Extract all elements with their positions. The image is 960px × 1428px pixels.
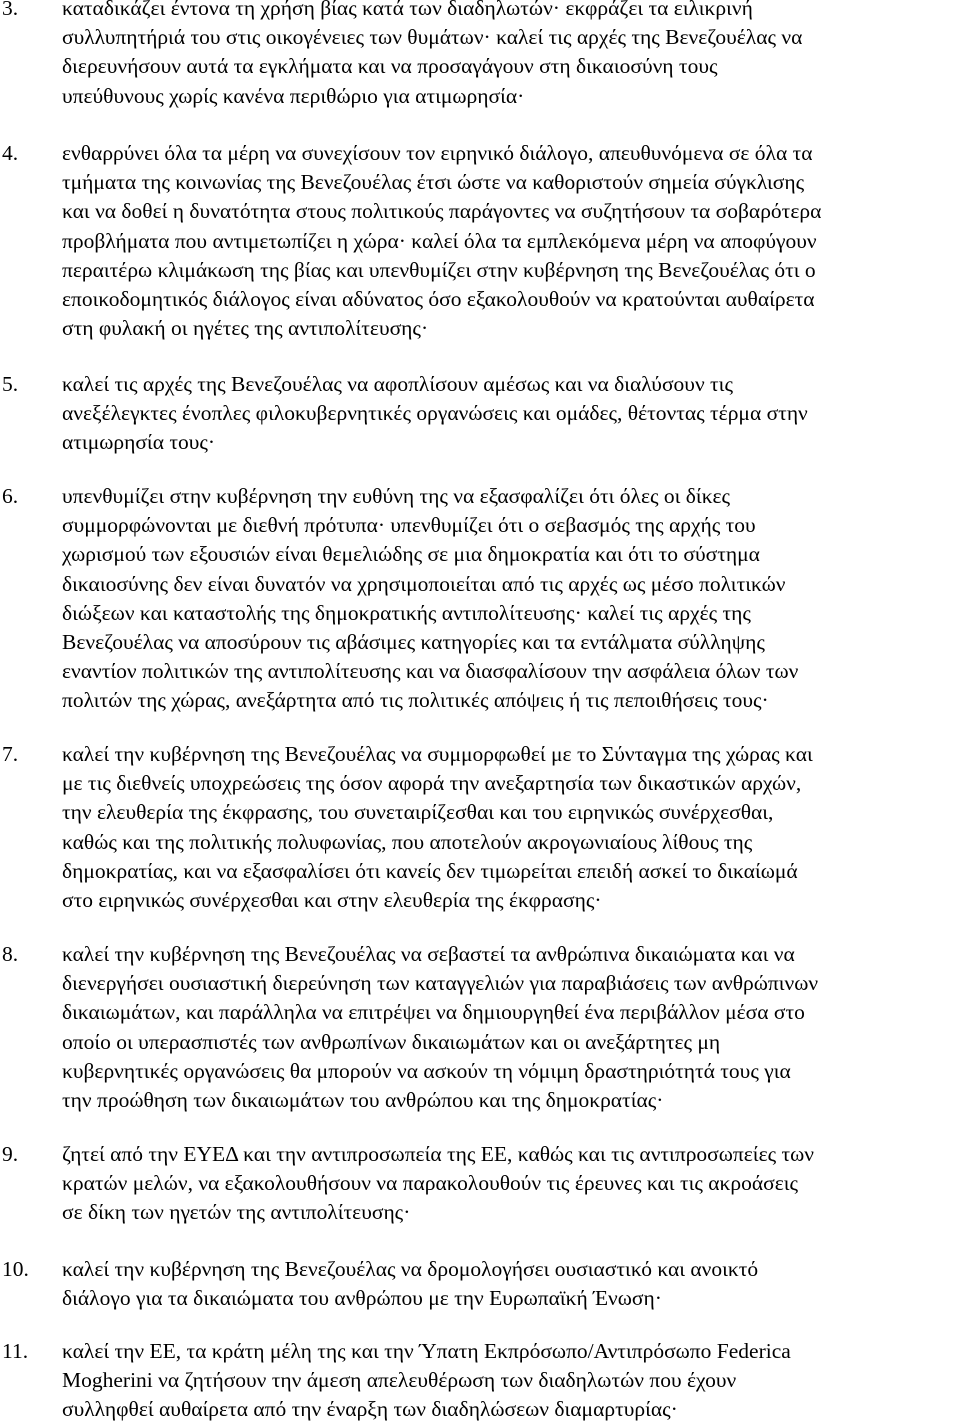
item-text — [62, 139, 958, 343]
item-text — [62, 482, 958, 716]
text-line: ζητεί από την ΕΥΕΔ και την αντιπροσωπεία της ΕΕ, καθώς και τις αντιπροσωπείες των — [62, 1142, 815, 1166]
item-text — [62, 940, 958, 1115]
text-line: την προώθηση των δικαιωμάτων του ανθρώπου και της δημοκρατίας· — [62, 1087, 664, 1112]
text-line: καλεί την κυβέρνηση της Βενεζουέλας να συμμορφωθεί με το Σύνταγμα της χώρας και — [62, 742, 813, 766]
text-line: την ελευθερία της έκφρασης, του συνεταιρίζεσθαι και του ειρηνικώς συνέρχεσθαι, — [62, 800, 774, 825]
item-number: 5. — [2, 372, 19, 396]
text-line: στο ειρηνικώς συνέρχεσθαι και στην ελευθερία της έκφρασης· — [62, 887, 602, 912]
text-line: καθώς και της πολιτικής πολυφωνίας, που αποτελούν ακρογωνιαίους λίθους της — [62, 829, 753, 854]
text-line: συλλυπητήριά του στις οικογένειες των θυμάτων· καλεί τις αρχές της Βενεζουέλας να — [62, 25, 803, 50]
text-line: σε δίκη των ηγετών της αντιπολίτευσης· — [62, 1200, 411, 1225]
text-line: διώξεων και καταστολής της δημοκρατικής αντιπολίτευσης· καλεί τις αρχές της — [62, 600, 751, 625]
text-line: χωρισμού των εξουσιών είναι θεμελιώδης σε μια δημοκρατία και ότι το σύστημα — [62, 542, 760, 567]
item-text — [62, 0, 958, 111]
item-number: 3. — [2, 0, 19, 20]
text-line: καταδικάζει έντονα τη χρήση βίας κατά των διαδηλωτών· εκφράζει τα ειλικρινή — [62, 0, 753, 20]
item-text — [62, 1337, 958, 1425]
text-line: οποίο οι υπερασπιστές των ανθρωπίνων δικαιωμάτων και οι ανεξάρτητες μη — [62, 1029, 721, 1054]
item-number: 10. — [2, 1257, 29, 1281]
text-line: με τις διεθνείς υποχρεώσεις της όσον αφορά την ανεξαρτησία των δικαστικών αρχών, — [62, 771, 802, 796]
text-line: καλεί τις αρχές της Βενεζουέλας να αφοπλίσουν αμέσως και να διαλύσουν τις — [62, 372, 733, 396]
text-line: εποικοδομητικός διάλογος είναι αδύνατος όσο εξακολουθούν να κρατούνται αυθαίρετα — [62, 286, 815, 311]
text-line: εναντίον πολιτικών της αντιπολίτευσης και να διασφαλίσουν την ασφάλεια όλων των — [62, 659, 799, 684]
item-number: 8. — [2, 942, 19, 966]
text-line: συμμορφώνονται με διεθνή πρότυπα· υπενθυμίζει ότι ο σεβασμός της αρχής του — [62, 513, 756, 538]
text-line: πολιτών της χώρας, ανεξάρτητα από τις πολιτικές απόψεις ή τις πεποιθήσεις τους· — [62, 688, 769, 713]
item-number: 11. — [2, 1339, 29, 1363]
text-line: δημοκρατίας, και να εξασφαλίσει ότι κανείς δεν τιμωρείται επειδή ασκεί το δικαίωμά — [62, 858, 798, 883]
text-line: προβλήματα που αντιμετωπίζει η χώρα· καλεί όλα τα εμπλεκόμενα μέρη να αποφύγουν — [62, 228, 817, 253]
text-line: και να δοθεί η δυνατότητα στους πολιτικούς παράγοντες να συζητήσουν τα σοβαρότερα — [62, 199, 822, 224]
item-text — [62, 1140, 958, 1228]
text-line: διερευνήσουν αυτά τα εγκλήματα και να προσαγάγουν στη δικαιοσύνη τους — [62, 54, 718, 79]
text-line: διενεργήσει ουσιαστική διερεύνηση των καταγγελιών για παραβιάσεις των ανθρώπινων — [62, 971, 819, 996]
text-line: υπενθυμίζει στην κυβέρνηση την ευθύνη της να εξασφαλίζει ότι όλες οι δίκες — [62, 484, 731, 508]
text-line: καλεί την κυβέρνηση της Βενεζουέλας να δρομολογήσει ουσιαστικό και ανοικτό — [62, 1257, 759, 1281]
text-line: ενθαρρύνει όλα τα μέρη να συνεχίσουν τον ειρηνικό διάλογο, απευθυνόμενα σε όλα τα — [62, 141, 813, 165]
text-line: περαιτέρω κλιμάκωση της βίας και υπενθυμίζει στην κυβέρνηση της Βενεζουέλας ότι ο — [62, 257, 816, 282]
text-line: κρατών μελών, να εξακολουθήσουν να παρακολουθούν τις έρευνες και τις ακροάσεις — [62, 1171, 799, 1196]
text-line: καλεί την ΕΕ, τα κράτη μέλη της και την Ύπατη Εκπρόσωπο/Αντιπρόσωπο Federica — [62, 1339, 791, 1363]
item-number: 6. — [2, 484, 19, 508]
item-text — [62, 740, 958, 915]
item-number: 4. — [2, 141, 19, 165]
text-line: τμήματα της κοινωνίας της Βενεζουέλας έτσι ώστε να καθοριστούν σημεία σύγκλισης — [62, 170, 805, 195]
item-text — [62, 1255, 958, 1313]
item-number: 9. — [2, 1142, 19, 1166]
text-line: ανεξέλεγκτες ένοπλες φιλοκυβερνητικές οργανώσεις και ομάδες, θέτοντας τέρμα στην — [62, 401, 808, 426]
text-line: Βενεζουέλας να αποσύρουν τις αβάσιμες κατηγορίες και τα εντάλματα σύλληψης — [62, 629, 765, 654]
text-line: ατιμωρησία τους· — [62, 430, 216, 455]
text-line: διάλογο για τα δικαιώματα του ανθρώπου με την Ευρωπαϊκή Ένωση· — [62, 1286, 662, 1311]
text-line: στη φυλακή οι ηγέτες της αντιπολίτευσης· — [62, 316, 429, 341]
text-line: δικαιωμάτων, και παράλληλα να επιτρέψει να δημιουργηθεί ένα περιβάλλον μέσα στο — [62, 1000, 805, 1025]
text-line: κυβερνητικές οργανώσεις θα μπορούν να ασκούν τη νόμιμη δραστηριότητά τους για — [62, 1058, 791, 1083]
text-line: καλεί την κυβέρνηση της Βενεζουέλας να σεβαστεί τα ανθρώπινα δικαιώματα και να — [62, 942, 795, 966]
text-line: δικαιοσύνης δεν είναι δυνατόν να χρησιμοποιείται από τις αρχές ως μέσο πολιτικών — [62, 571, 786, 596]
item-number: 7. — [2, 742, 19, 766]
text-line: υπεύθυνους χωρίς κανένα περιθώριο για ατιμωρησία· — [62, 83, 525, 108]
text-line: Mogherini να ζητήσουν την άμεση απελευθέρωση των διαδηλωτών που έχουν — [62, 1368, 737, 1393]
item-text — [62, 370, 958, 458]
text-line: συλληφθεί αυθαίρετα από την έναρξη των διαδηλώσεων διαμαρτυρίας· — [62, 1397, 678, 1422]
